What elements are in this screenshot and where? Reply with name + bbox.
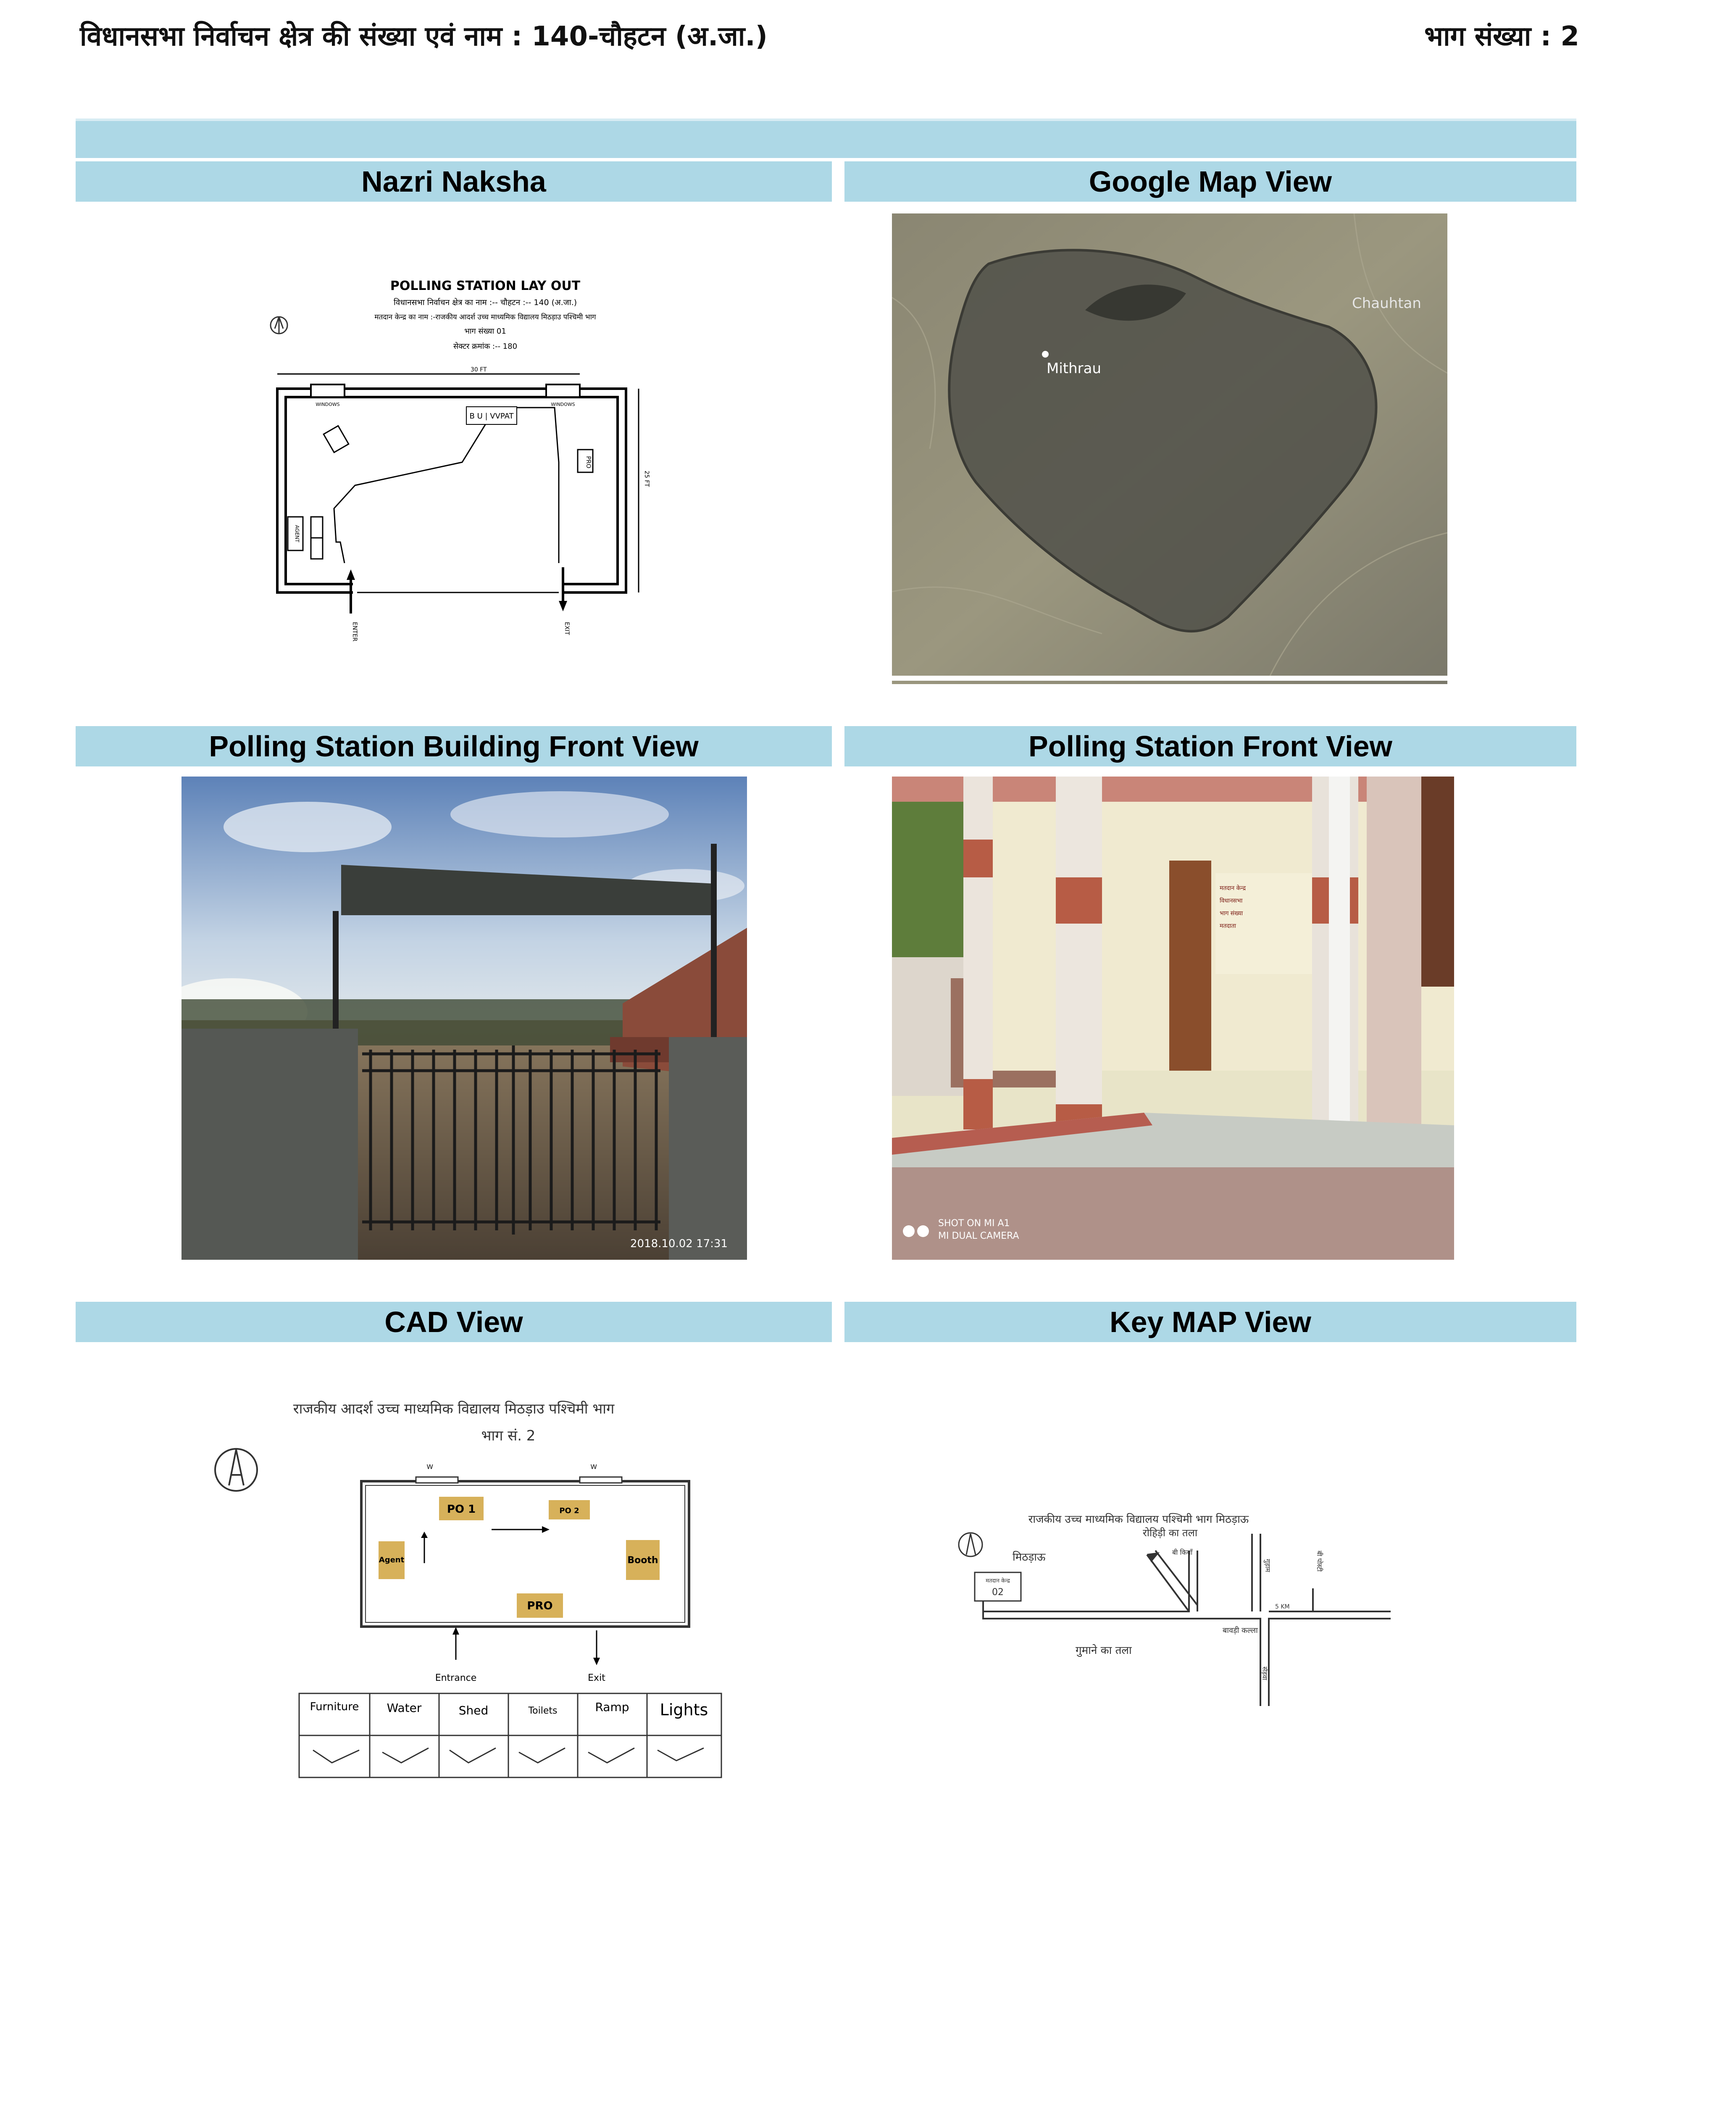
cad-po1-label: PO 1 xyxy=(447,1503,476,1516)
cad-agent-label: Agent xyxy=(379,1556,405,1564)
cad-window-right: w xyxy=(590,1461,597,1471)
check-icon xyxy=(450,1748,496,1763)
window-left xyxy=(311,384,345,397)
cad-window-left: w xyxy=(426,1461,434,1471)
cad-po2-label: PO 2 xyxy=(559,1506,579,1515)
width-dimension: 30 FT xyxy=(471,366,487,373)
layout-title: POLLING STATION LAY OUT xyxy=(390,279,581,293)
window-label-left: WINDOWS xyxy=(316,402,340,407)
cad-view-drawing xyxy=(210,1395,739,1790)
key-map-drawing xyxy=(954,1509,1395,1706)
map-corner-label: Chauhtan xyxy=(1352,295,1421,312)
cad-subtitle: भाग सं. 2 xyxy=(481,1427,536,1444)
exit-label: EXIT xyxy=(563,622,570,635)
pro-label: PRO xyxy=(585,456,592,469)
agent-label: AGENT xyxy=(294,525,300,542)
keymap-label-e: बावड़ी कल्ला xyxy=(1223,1626,1258,1635)
check-icon xyxy=(658,1748,704,1761)
constituency-title: विधानसभा निर्वाचन क्षेत्र की संख्या एवं नाम : 140-चौहटन (अ.जा.) xyxy=(80,21,768,52)
section-title-google-map: Google Map View xyxy=(844,161,1576,202)
window-right xyxy=(546,384,580,397)
keymap-village: मिठड़ाऊ xyxy=(1013,1551,1046,1564)
keymap-booth-no: 02 xyxy=(992,1587,1004,1598)
check-icon xyxy=(519,1748,565,1763)
cad-title: राजकीय आदर्श उच्च माध्यमिक विद्यालय मिठड़ाउ पश्चिमी भाग xyxy=(293,1401,615,1417)
building-front-photo xyxy=(181,777,747,1260)
keymap-booth-label: मतदान केन्द्र xyxy=(986,1578,1010,1584)
map-pin-icon xyxy=(1042,351,1049,358)
keymap-label-a: बी कियाँ xyxy=(1172,1548,1193,1556)
table-header-toilets: Toilets xyxy=(528,1706,558,1716)
facilities-table xyxy=(299,1693,721,1777)
keymap-label-f: सेड़वा xyxy=(1261,1667,1269,1680)
layout-line2: मतदान केन्द्र का नाम :-राजकीय आदर्श उच्च माध्यमिक विद्यालय मिठड़ाउ पश्चिमी भाग xyxy=(374,313,596,321)
header-band xyxy=(76,118,1576,158)
north-arrow-icon xyxy=(959,1533,982,1556)
check-icon xyxy=(382,1748,429,1763)
check-icon xyxy=(588,1748,634,1763)
keymap-label-c: बी पोस्टी xyxy=(1315,1551,1323,1572)
section-title-nazri-naksha: Nazri Naksha xyxy=(76,161,832,202)
svg-text:मतदान केन्द्र: मतदान केन्द्र xyxy=(1220,885,1246,892)
check-icon xyxy=(313,1750,359,1763)
evm-label: B U | VVPAT xyxy=(469,412,514,421)
station-front-photo xyxy=(892,777,1454,1260)
keymap-label-b: गुड़ाम xyxy=(1264,1559,1272,1572)
cad-pro-label: PRO xyxy=(527,1600,553,1612)
direction-arrow-icon xyxy=(1147,1552,1160,1562)
layout-line4: सेक्टर क्रमांक :-- 180 xyxy=(453,342,518,351)
table-header-furniture: Furniture xyxy=(310,1701,359,1713)
door xyxy=(1169,861,1211,1071)
north-arrow-icon xyxy=(215,1449,257,1491)
camera-watermark-line2: MI DUAL CAMERA xyxy=(938,1231,1019,1241)
table-header-shed: Shed xyxy=(458,1703,489,1717)
camera-watermark-line1: SHOT ON MI A1 xyxy=(938,1218,1010,1229)
keymap-label-d: 5 KM xyxy=(1275,1603,1290,1610)
section-title-building-front: Polling Station Building Front View xyxy=(76,726,832,766)
section-title-key-map: Key MAP View xyxy=(844,1302,1576,1342)
enter-label: ENTER xyxy=(351,622,358,642)
keymap-subtitle: रोहिड़ी का तला xyxy=(1142,1527,1198,1539)
google-map-image xyxy=(892,213,1447,684)
depth-dimension: 25 FT xyxy=(643,471,650,487)
table-header-ramp: Ramp xyxy=(595,1700,629,1714)
table-header-lights: Lights xyxy=(660,1701,708,1719)
map-place-label: Mithrau xyxy=(1047,360,1102,377)
part-number: भाग संख्या : 2 xyxy=(1424,21,1579,52)
nazri-naksha-layout xyxy=(269,273,676,643)
svg-text:विधानसभा: विधानसभा xyxy=(1220,898,1243,904)
po-desk xyxy=(324,426,349,452)
layout-line3: भाग संख्या 01 xyxy=(464,327,506,336)
svg-text:भाग संख्या: भाग संख्या xyxy=(1220,910,1243,917)
cad-entrance-label: Entrance xyxy=(435,1673,477,1683)
section-title-station-front: Polling Station Front View xyxy=(844,726,1576,766)
svg-text:मतदाता: मतदाता xyxy=(1220,923,1236,929)
cad-booth-label: Booth xyxy=(627,1555,658,1566)
layout-line1: विधानसभा निर्वाचन क्षेत्र का नाम :-- चौहटन :-- 140 (अ.जा.) xyxy=(393,298,577,307)
gate-photo-timestamp: 2018.10.02 17:31 xyxy=(630,1237,728,1250)
section-title-cad-view: CAD View xyxy=(76,1302,832,1342)
keymap-bottom-label: गुमाने का तला xyxy=(1076,1644,1132,1657)
window-label-right: WINDOWS xyxy=(551,402,575,407)
keymap-title: राजकीय उच्च माध्यमिक विद्यालय पश्चिमी भाग मिठड़ाऊ xyxy=(1028,1513,1249,1526)
table-header-water: Water xyxy=(387,1701,422,1715)
cad-exit-label: Exit xyxy=(588,1673,605,1683)
north-arrow-icon xyxy=(271,317,287,334)
